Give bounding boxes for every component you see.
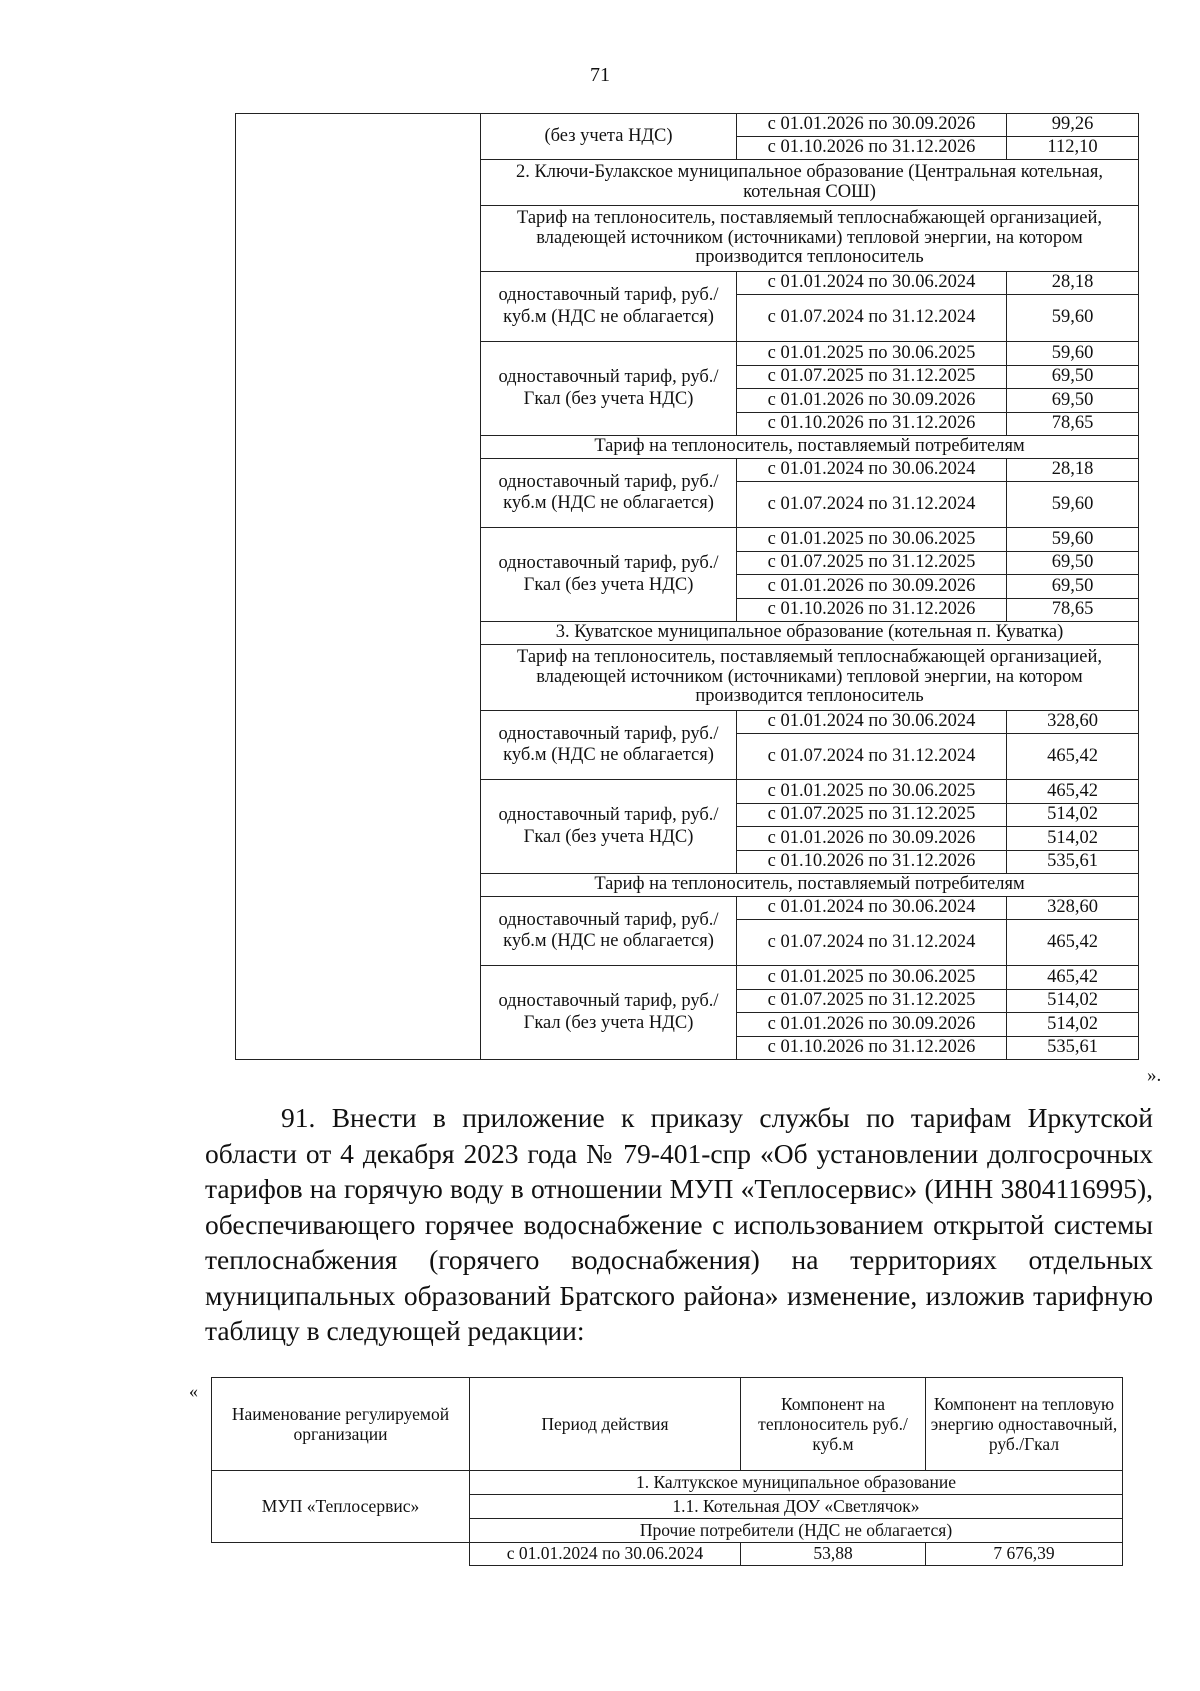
page-number: 71 <box>590 64 610 86</box>
value-cell: 69,50 <box>1007 575 1139 599</box>
value-cell: 535,61 <box>1007 850 1139 874</box>
org-name: МУП «Теплосервис» <box>212 1471 470 1543</box>
period-cell: с 01.07.2024 по 31.12.2024 <box>737 295 1007 342</box>
opening-quote: « <box>189 1381 198 1401</box>
tariff-label: одноставочный тариф, руб./Гкал (без учета НДС) <box>481 780 737 874</box>
period-cell: с 01.01.2026 по 30.09.2026 <box>737 114 1007 137</box>
period-cell: с 01.01.2024 по 30.06.2024 <box>737 459 1007 482</box>
carrier-value: 53,88 <box>741 1543 926 1566</box>
value-cell: 465,42 <box>1007 734 1139 780</box>
header-energy: Компонент на тепловую энергию одноставочный, руб./Гкал <box>926 1378 1123 1471</box>
value-cell: 514,02 <box>1007 989 1139 1013</box>
period-cell: с 01.01.2026 по 30.09.2026 <box>737 575 1007 599</box>
period-cell: с 01.01.2025 по 30.06.2025 <box>737 342 1007 366</box>
value-cell: 59,60 <box>1007 528 1139 552</box>
period-cell: с 01.07.2024 по 31.12.2024 <box>737 482 1007 528</box>
period-cell: с 01.07.2025 по 31.12.2025 <box>737 551 1007 575</box>
period-cell: с 01.10.2026 по 31.12.2026 <box>737 850 1007 874</box>
period-cell: с 01.07.2025 по 31.12.2025 <box>737 989 1007 1013</box>
value-cell: 112,10 <box>1007 137 1139 160</box>
period-cell: с 01.07.2024 по 31.12.2024 <box>737 920 1007 966</box>
value-cell: 59,60 <box>1007 295 1139 342</box>
period-cell: с 01.01.2025 по 30.06.2025 <box>737 780 1007 804</box>
value-cell: 78,65 <box>1007 598 1139 622</box>
value-cell: 69,50 <box>1007 389 1139 413</box>
value-cell: 465,42 <box>1007 920 1139 966</box>
header-carrier: Компонент на теплоноситель руб./куб.м <box>741 1378 926 1471</box>
subsection-title: Тариф на теплоноситель, поставляемый теплоснабжающей организацией, владеющей источником (источниками) тепловой энергии, на котором производится теплоноситель <box>481 645 1139 711</box>
tariff-label: одноставочный тариф, руб./Гкал (без учета НДС) <box>481 528 737 622</box>
value-cell: 465,42 <box>1007 780 1139 804</box>
value-cell: 535,61 <box>1007 1036 1139 1060</box>
period-cell: с 01.01.2026 по 30.09.2026 <box>737 1013 1007 1037</box>
group-title: Прочие потребители (НДС не облагается) <box>470 1519 1123 1543</box>
period-cell: с 01.10.2026 по 31.12.2026 <box>737 1036 1007 1060</box>
value-cell: 69,50 <box>1007 365 1139 389</box>
closing-quote: ». <box>1147 1065 1162 1086</box>
value-cell: 28,18 <box>1007 272 1139 295</box>
period-cell: с 01.10.2026 по 31.12.2026 <box>737 412 1007 436</box>
period-cell: с 01.01.2025 по 30.06.2025 <box>737 966 1007 990</box>
energy-value: 7 676,39 <box>926 1543 1123 1566</box>
paragraph-91: 91. Внести в приложение к приказу службы по тарифам Иркутской области от 4 декабря 2023 года № 79-401-спр «Об установлении долгосрочных тарифов на горячую воду в отношении МУП «Теплосервис» (ИНН 3804116995), обеспечивающего горячее водоснабжение с использованием открытой системы теплоснабжения (горячего водоснабжения) на территориях отдельных муниципальных образований Братского района» изменение, изложив тарифную таблицу в следующей редакции: <box>205 1102 1153 1346</box>
period-cell: с 01.01.2026 по 30.09.2026 <box>737 827 1007 851</box>
value-cell: 59,60 <box>1007 342 1139 366</box>
value-cell: 328,60 <box>1007 897 1139 920</box>
period-cell: с 01.10.2026 по 31.12.2026 <box>737 137 1007 160</box>
value-cell: 99,26 <box>1007 114 1139 137</box>
org-column-empty <box>236 114 481 1060</box>
tariff-label: (без учета НДС) <box>481 114 737 160</box>
tariff-label: одноставочный тариф, руб./куб.м (НДС не облагается) <box>481 897 737 966</box>
value-cell: 28,18 <box>1007 459 1139 482</box>
value-cell: 465,42 <box>1007 966 1139 990</box>
tariff-label: одноставочный тариф, руб./куб.м (НДС не облагается) <box>481 711 737 780</box>
section-title: 1. Калтукское муниципальное образование <box>470 1471 1123 1495</box>
tariff-table-continued <box>235 113 1139 1060</box>
period-cell: с 01.01.2025 по 30.06.2025 <box>737 528 1007 552</box>
subsection-title: Тариф на теплоноситель, поставляемый потребителям <box>481 436 1139 459</box>
section-title: 2. Ключи-Булакское муниципальное образование (Центральная котельная, котельная СОШ) <box>481 160 1139 206</box>
tariff-table-new <box>211 1377 1123 1566</box>
header-org: Наименование регулируемой организации <box>212 1378 470 1471</box>
value-cell: 59,60 <box>1007 482 1139 528</box>
tariff-label: одноставочный тариф, руб./куб.м (НДС не облагается) <box>481 459 737 528</box>
period-cell: с 01.07.2025 по 31.12.2025 <box>737 803 1007 827</box>
tariff-label: одноставочный тариф, руб./Гкал (без учета НДС) <box>481 342 737 436</box>
period-cell: с 01.07.2024 по 31.12.2024 <box>737 734 1007 780</box>
section-title: 3. Куватское муниципальное образование (котельная п. Куватка) <box>481 622 1139 645</box>
header-period: Период действия <box>470 1378 741 1471</box>
tariff-label: одноставочный тариф, руб./Гкал (без учета НДС) <box>481 966 737 1060</box>
period-cell: с 01.01.2024 по 30.06.2024 <box>737 897 1007 920</box>
period-cell: с 01.07.2025 по 31.12.2025 <box>737 365 1007 389</box>
period-cell: с 01.01.2026 по 30.09.2026 <box>737 389 1007 413</box>
subsection-title: 1.1. Котельная ДОУ «Светлячок» <box>470 1495 1123 1519</box>
value-cell: 514,02 <box>1007 803 1139 827</box>
org-column-empty <box>212 1543 470 1566</box>
value-cell: 514,02 <box>1007 1013 1139 1037</box>
subsection-title: Тариф на теплоноситель, поставляемый потребителям <box>481 874 1139 897</box>
value-cell: 514,02 <box>1007 827 1139 851</box>
value-cell: 328,60 <box>1007 711 1139 734</box>
tariff-label: одноставочный тариф, руб./куб.м (НДС не облагается) <box>481 272 737 342</box>
period-cell: с 01.01.2024 по 30.06.2024 <box>737 711 1007 734</box>
period-cell: с 01.01.2024 по 30.06.2024 <box>737 272 1007 295</box>
period-cell: с 01.10.2026 по 31.12.2026 <box>737 598 1007 622</box>
value-cell: 69,50 <box>1007 551 1139 575</box>
value-cell: 78,65 <box>1007 412 1139 436</box>
subsection-title: Тариф на теплоноситель, поставляемый теплоснабжающей организацией, владеющей источником (источниками) тепловой энергии, на котором производится теплоноситель <box>481 206 1139 272</box>
period-cell: с 01.01.2024 по 30.06.2024 <box>470 1543 741 1566</box>
